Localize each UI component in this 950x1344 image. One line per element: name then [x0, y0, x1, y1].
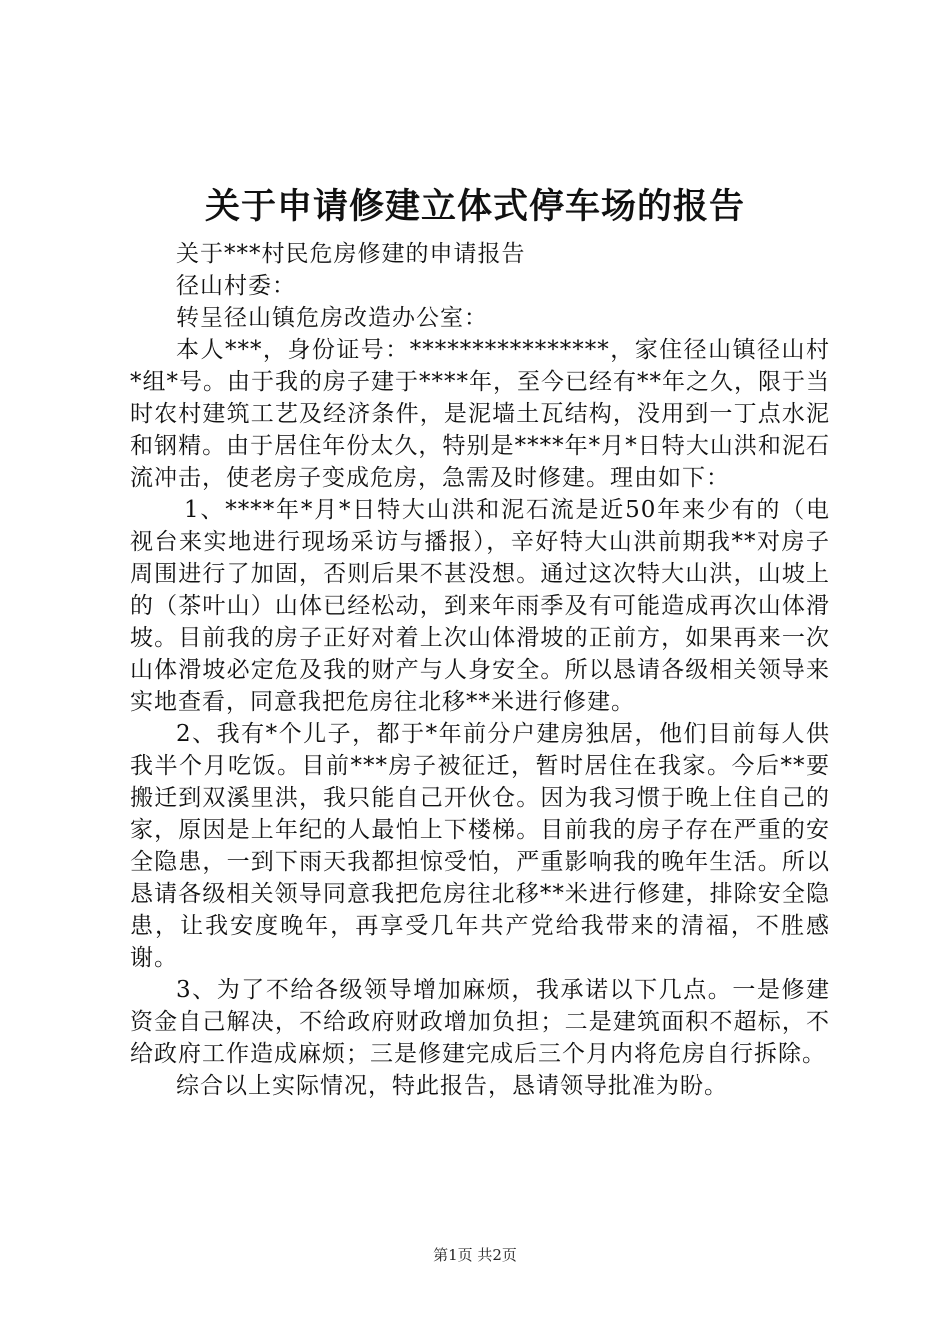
- reason-3-paragraph: 3、为了不给各级领导增加麻烦，我承诺以下几点。一是修建资金自己解决，不给政府财政增加负担；二是建筑面积不超标，不给政府工作造成麻烦；三是修建完成后三个月内将危房自行拆除。: [130, 977, 830, 1067]
- page-number-footer: 第1页 共2页: [433, 1246, 517, 1264]
- document-title: 关于申请修建立体式停车场的报告: [204, 186, 745, 227]
- forward-to-paragraph: 转呈径山镇危房改造办公室：: [176, 305, 488, 331]
- conclusion-paragraph: 综合以上实际情况，特此报告，恳请领导批准为盼。: [176, 1073, 728, 1099]
- addressee-paragraph: 径山村委：: [176, 273, 296, 299]
- reason-1-paragraph: 1、****年*月*日特大山洪和泥石流是近50年来少有的（电视台来实地进行现场采访与播报），辛好特大山洪前期我**对房子周围进行了加固，否则后果不甚没想。通过这次特大山洪，山坡上的（茶叶山）山体已经松动，到来年雨季及有可能造成再次山体滑坡。目前我的房子正好对着上次山体滑坡的正前方，如果再来一次山体滑坡必定危及我的财产与人身安全。所以恳请各级相关领导来实地查看，同意我把危房往北移**米进行修建。: [130, 497, 830, 715]
- introduction-paragraph: 本人***，身份证号：****************，家住径山镇径山村*组*号。由于我的房子建于****年，至今已经有**年之久，限于当时农村建筑工艺及经济条件，是泥墙土瓦结构，没用到一丁点水泥和钢精。由于居住年份太久，特别是****年*月*日特大山洪和泥石流冲击，使老房子变成危房，急需及时修建。理由如下：: [130, 337, 830, 491]
- reason-2-paragraph: 2、我有*个儿子，都于*年前分户建房独居，他们目前每人供我半个月吃饭。目前***房子被征迁，暂时居住在我家。今后**要搬迁到双溪里洪，我只能自己开伙仓。因为我习惯于晚上住自己的家，原因是上年纪的人最怕上下楼梯。目前我的房子存在严重的安全隐患，一到下雨天我都担惊受怕，严重影响我的晚年生活。所以恳请各级相关领导同意我把危房往北移**米进行修建，排除安全隐患，让我安度晚年，再享受几年共产党给我带来的清福，不胜感谢。: [130, 721, 830, 971]
- subtitle-paragraph: 关于***村民危房修建的申请报告: [176, 241, 526, 267]
- document-body: [130, 238, 830, 1102]
